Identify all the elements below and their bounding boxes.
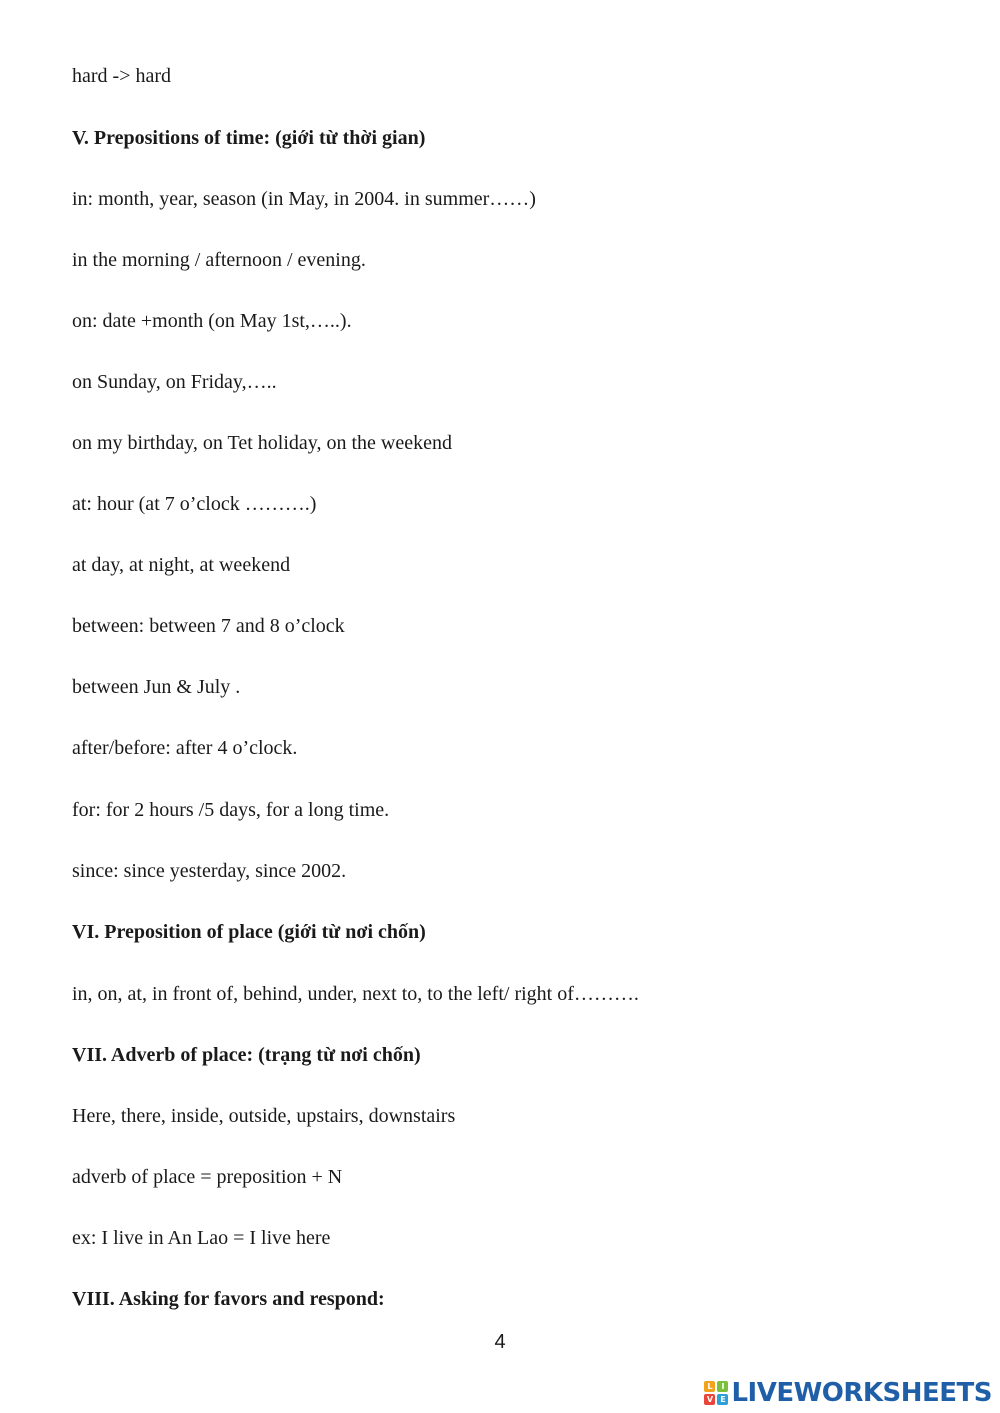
text-line-on-date: on: date +month (on May 1st,…..). xyxy=(72,310,352,332)
text-line-between-hours: between: between 7 and 8 o’clock xyxy=(72,615,345,637)
liveworksheets-watermark xyxy=(704,1376,992,1410)
text-line-in-month: in: month, year, season (in May, in 2004. in summer……) xyxy=(72,188,536,210)
heading-adverb-of-place: VII. Adverb of place: (trạng từ nơi chốn) xyxy=(72,1044,421,1066)
text-line-on-sunday: on Sunday, on Friday,….. xyxy=(72,371,277,393)
text-line-between-months: between Jun & July . xyxy=(72,676,241,698)
liveworksheets-logo-icon: L I V E xyxy=(704,1381,728,1405)
text-line-on-my-birthday: on my birthday, on Tet holiday, on the weekend xyxy=(72,432,452,454)
text-line-at-hour: at: hour (at 7 o’clock ……….) xyxy=(72,493,317,515)
text-line-in-the-morning: in the morning / afternoon / evening. xyxy=(72,249,366,271)
text-line-after-before: after/before: after 4 o’clock. xyxy=(72,737,298,759)
text-line-place-prepositions: in, on, at, in front of, behind, under, next to, to the left/ right of………. xyxy=(72,983,639,1005)
heading-asking-for-favors: VIII. Asking for favors and respond: xyxy=(72,1288,385,1310)
text-line-at-day: at day, at night, at weekend xyxy=(72,554,291,576)
text-line-example: ex: I live in An Lao = I live here xyxy=(72,1227,331,1249)
text-line-here-there: Here, there, inside, outside, upstairs, downstairs xyxy=(72,1105,456,1127)
page-number: 4 xyxy=(494,1331,506,1353)
text-line-since: since: since yesterday, since 2002. xyxy=(72,860,347,882)
text-line-adverb-formula: adverb of place = preposition + N xyxy=(72,1166,343,1188)
liveworksheets-wordmark: LIVEWORKSHEETS xyxy=(731,1378,992,1408)
text-line-hard: hard -> hard xyxy=(72,65,172,87)
heading-prepositions-of-time: V. Prepositions of time: (giới từ thời gian) xyxy=(72,127,426,149)
text-line-for: for: for 2 hours /5 days, for a long time. xyxy=(72,799,390,821)
heading-preposition-of-place: VI. Preposition of place (giới từ nơi chốn) xyxy=(72,921,426,943)
